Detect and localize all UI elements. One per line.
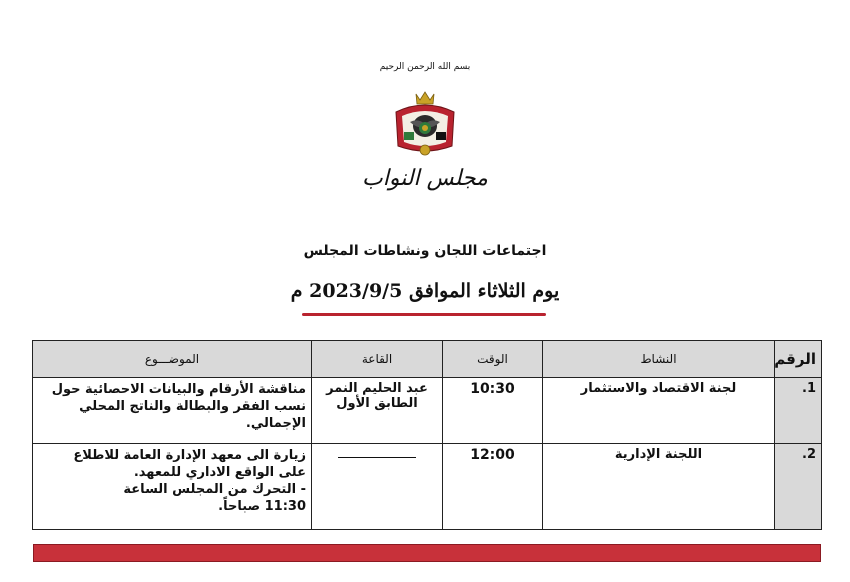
topic-line: مناقشة الأرقام والبيانات الاحصائية حول	[51, 382, 306, 397]
topic-line: - التحرك من المجلس الساعة	[123, 482, 306, 497]
row-hall	[312, 378, 443, 444]
row-topic	[33, 378, 312, 444]
row-time: 10:30	[443, 378, 543, 444]
footer-red-bar	[33, 544, 821, 562]
hall-floor: الطابق الأول	[336, 396, 418, 411]
jordan-royal-emblem-icon	[388, 90, 462, 160]
row-topic	[33, 444, 312, 530]
row-number: 2.	[775, 444, 822, 530]
basmala-text: بسم الله الرحمن الرحيم	[379, 62, 471, 72]
column-header-topic: الموضـــوع	[33, 341, 312, 378]
topic-line: الإجمالي.	[245, 416, 306, 431]
topic-line: زيارة الى معهد الإدارة العامة للاطلاع	[73, 448, 306, 463]
table-row	[33, 444, 822, 530]
row-activity: اللجنة الإدارية	[543, 444, 775, 530]
column-header-hall: القاعة	[312, 341, 443, 378]
topic-line: نسب الفقر والبطالة والناتج المحلي	[79, 399, 306, 414]
column-header-activity: النشاط	[543, 341, 775, 378]
date-heading: يوم الثلاثاء الموافق 2023/9/5 م	[290, 280, 560, 302]
table-header-row	[33, 341, 822, 378]
row-time: 12:00	[443, 444, 543, 530]
agenda-table	[32, 340, 822, 530]
row-hall	[312, 444, 443, 530]
column-header-time: الوقت	[443, 341, 543, 378]
row-number: 1.	[775, 378, 822, 444]
hall-name: عبد الحليم النمر	[326, 381, 428, 396]
row-activity: لجنة الاقتصاد والاستثمار	[543, 378, 775, 444]
column-header-number: الرقم	[775, 341, 822, 378]
table-row	[33, 378, 822, 444]
parliament-logo-text: مجلس النواب	[362, 166, 488, 191]
hall-empty-dash	[338, 457, 416, 458]
date-underline	[302, 313, 546, 316]
page-title: اجتماعات اللجان ونشاطات المجلس	[303, 243, 547, 259]
topic-line: 11:30 صباحاً.	[218, 499, 306, 514]
topic-line: على الواقع الاداري للمعهد.	[133, 465, 306, 480]
